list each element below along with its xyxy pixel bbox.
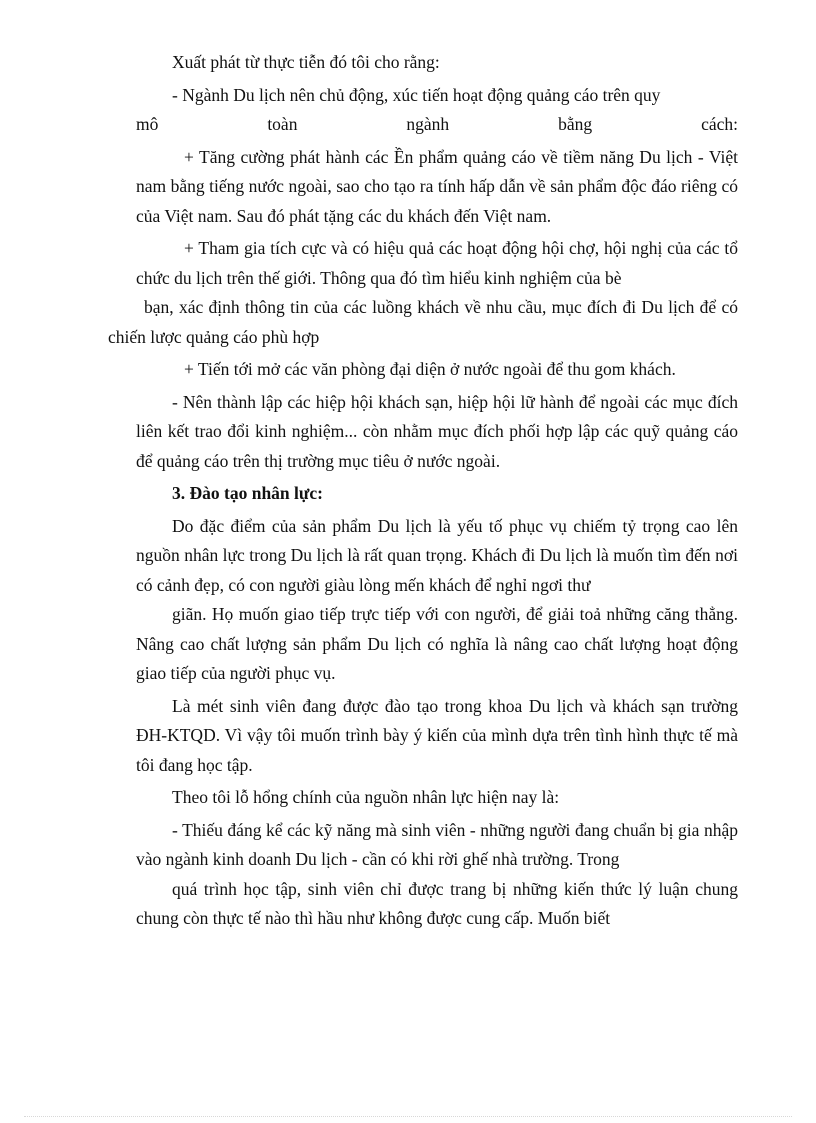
paragraph-advertising-line2 [136, 110, 738, 140]
paragraph-publications: + Tăng cường phát hành các Ền phẩm quảng cáo về tiềm năng Du lịch - Việt nam bằng tiếng nước ngoài, sao cho tạo ra tính hấp dẫn về sản phẩm độc đáo riêng có của Việt nam. Sau đó phát tặng các du khách đến Việt nam. [136, 146, 738, 226]
paragraph-skills-part1: - Thiếu đáng kể các kỹ năng mà sinh viên - những người đang chuẩn bị gia nhập vào ngành kinh doanh Du lịch - cần có khi rời ghế nhà trường. Trong [136, 819, 738, 869]
paragraph-training-part1: Do đặc điểm của sản phẩm Du lịch là yếu tố phục vụ chiếm tỷ trọng cao lên nguồn nhân lực trong Du lịch là rất quan trọng. Khách đi Du lịch là muốn tìm đến nơi có cảnh đẹp, có con người giàu lòng mến khách để nghỉ ngơi thư [136, 515, 738, 595]
paragraph-advertising-line1: - Ngành Du lịch nên chủ động, xúc tiến hoạt động quảng cáo trên quy [172, 84, 661, 105]
word: bằng [558, 114, 593, 134]
paragraph-fairs-part1: + Tham gia tích cực và có hiệu quả các hoạt động hội chợ, hội nghị của các tổ chức du lịch trên thế giới. Thông qua đó tìm hiểu kinh nghiệm của bè [136, 238, 738, 288]
page-bottom-divider [24, 1116, 792, 1117]
paragraph-offices: + Tiến tới mở các văn phòng đại diện ở nước ngoài để thu gom khách. [184, 359, 676, 379]
paragraph-gaps-intro: Theo tôi lỗ hổng chính của nguồn nhân lực hiện nay là: [172, 787, 560, 807]
document-body [108, 48, 738, 937]
word: ngành [406, 114, 450, 134]
word: cách: [701, 114, 738, 134]
paragraph-skills-part2: quá trình học tập, sinh viên chỉ được trang bị những kiến thức lý luận chung chung còn thực tế nào thì hầu như không được cung cấp. Muốn biết [136, 878, 738, 928]
paragraph-intro: Xuất phát từ thực tiễn đó tôi cho rằng: [172, 52, 440, 72]
paragraph-training-part2: giãn. Họ muốn giao tiếp trực tiếp với con người, để giải toả những căng thẳng. Nâng cao chất lượng sản phẩm Du lịch có nghĩa là nâng cao chất lượng hoạt động giao tiếp của người phục vụ. [136, 604, 738, 683]
word: toàn [267, 114, 298, 134]
paragraph-student: Là mét sinh viên đang được đào tạo trong khoa Du lịch và khách sạn trường ĐH-KTQD. Vì vậy tôi muốn trình bày ý kiến của mình dựa trên tình hình thực tế mà tôi đang học tập. [136, 695, 738, 775]
section-heading-training: 3. Đào tạo nhân lực: [172, 483, 323, 503]
paragraph-associations: - Nên thành lập các hiệp hội khách sạn, hiệp hội lữ hành để ngoài các mục đích liên kết trao đổi kinh nghiệm... còn nhằm mục đích phối hợp lập các quỹ quảng cáo để quảng cáo trên thị trường mục tiêu ở nước ngoài. [136, 391, 738, 471]
word: mô [136, 114, 159, 134]
paragraph-fairs-part2: bạn, xác định thông tin của các luồng khách về nhu cầu, mục đích đi Du lịch để có chiến lược quảng cáo phù hợp [108, 297, 738, 347]
